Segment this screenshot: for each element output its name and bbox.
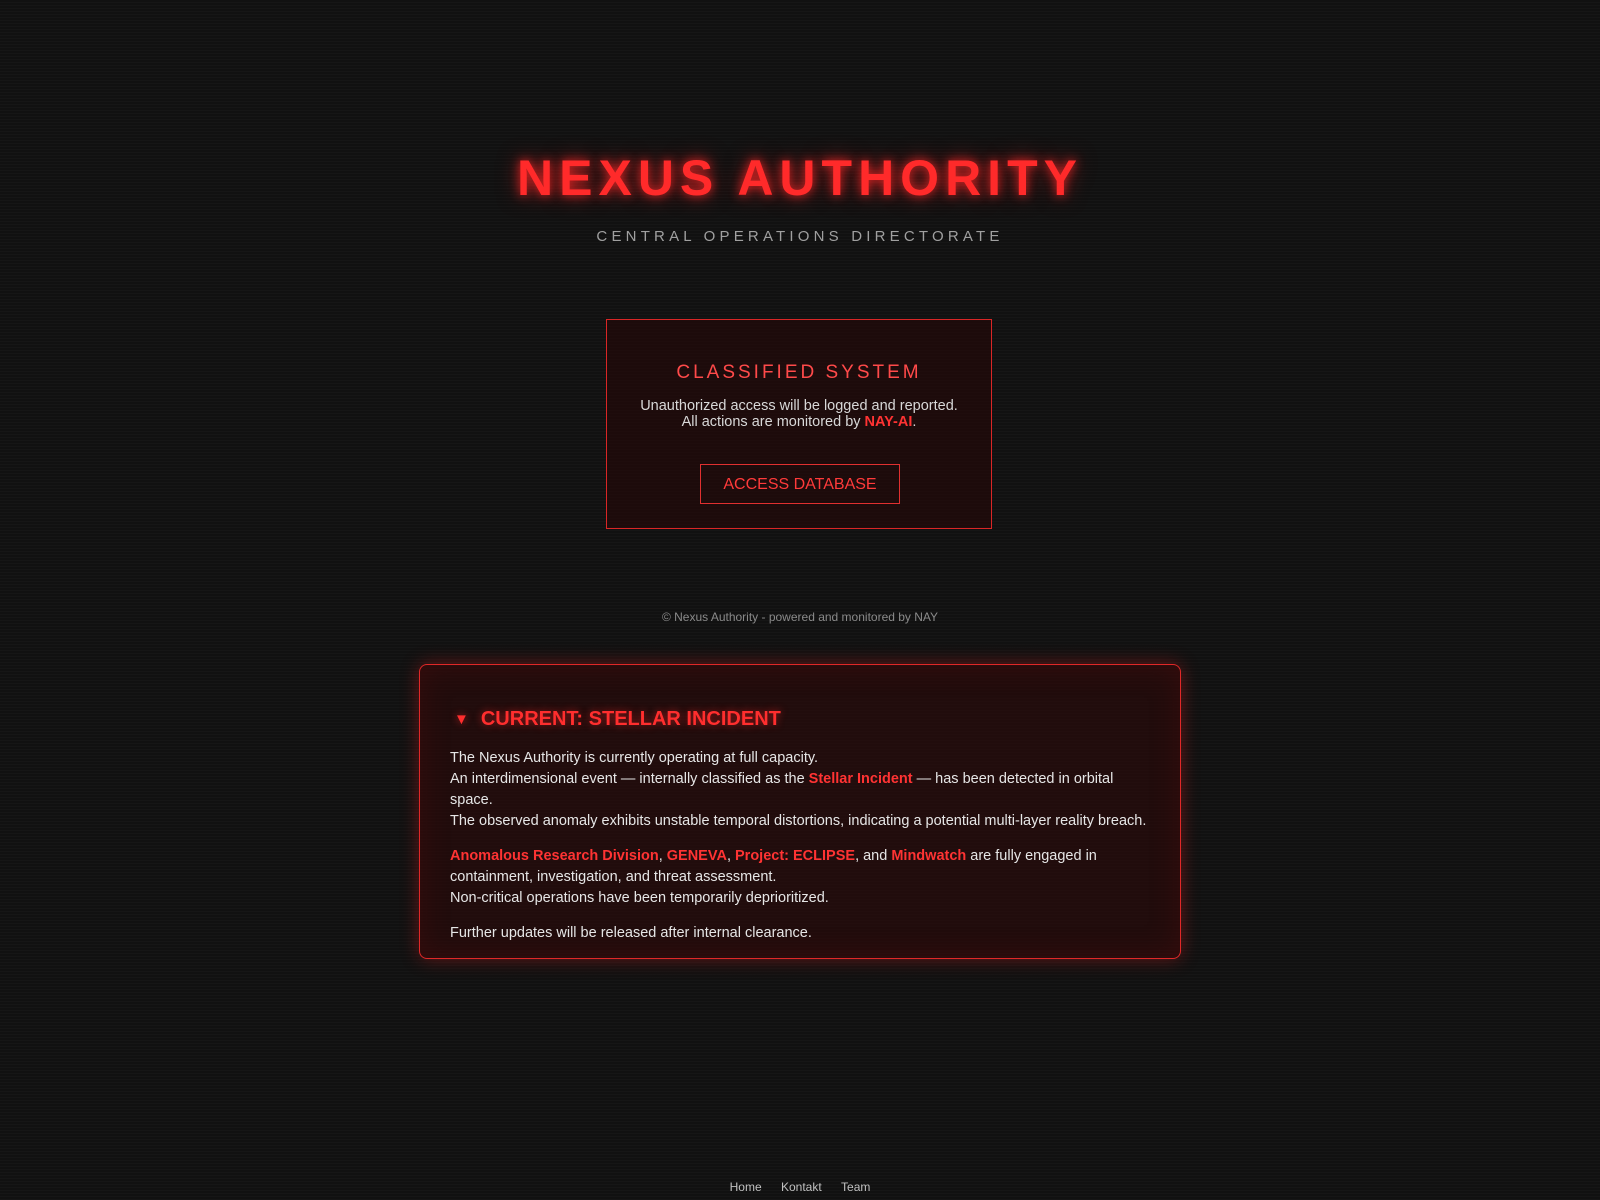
footer-link-team[interactable]: Team bbox=[841, 1180, 871, 1194]
footer-nav bbox=[0, 1180, 1600, 1194]
p1-line-1: The Nexus Authority is currently operating at full capacity. bbox=[450, 750, 819, 766]
stellar-incident-highlight: Stellar Incident bbox=[808, 771, 913, 787]
footer-link-home[interactable]: Home bbox=[729, 1180, 762, 1194]
classified-warning bbox=[607, 398, 991, 430]
incident-card bbox=[419, 664, 1181, 959]
access-database-button[interactable]: ACCESS DATABASE bbox=[700, 464, 900, 504]
p2-sep-3: , and bbox=[855, 848, 892, 864]
p2-line-2: Non-critical operations have been temporarily deprioritized. bbox=[450, 890, 829, 906]
org-project-eclipse: Project: ECLIPSE bbox=[735, 848, 856, 864]
p1-line-3: The observed anomaly exhibits unstable temporal distortions, indicating a potential multi-layer reality breach. bbox=[450, 813, 1147, 829]
p2-sep-2: , bbox=[726, 848, 735, 864]
warning-line-2-prefix: All actions are monitored by bbox=[681, 414, 865, 430]
incident-heading bbox=[454, 707, 781, 732]
classified-login-box bbox=[606, 319, 992, 529]
incident-paragraph-3: Further updates will be released after internal clearance. bbox=[450, 925, 812, 941]
footer-link-kontakt[interactable]: Kontakt bbox=[780, 1180, 822, 1194]
org-anomalous-research: Anomalous Research Division bbox=[450, 848, 659, 864]
warning-line-2-suffix: . bbox=[912, 414, 917, 430]
incident-body bbox=[450, 748, 1150, 958]
p2-sep-1: , bbox=[658, 848, 667, 864]
site-subtitle: CENTRAL OPERATIONS DIRECTORATE bbox=[596, 228, 1004, 245]
classified-title: CLASSIFIED SYSTEM bbox=[676, 362, 922, 383]
nay-ai-highlight: NAY-AI bbox=[864, 414, 913, 430]
warning-line-1: Unauthorized access will be logged and reported. bbox=[640, 398, 958, 414]
triangle-down-icon: ▼ bbox=[454, 711, 469, 728]
copyright-notice: © Nexus Authority - powered and monitored by NAY bbox=[661, 610, 939, 624]
incident-paragraph-1 bbox=[450, 748, 1150, 832]
org-geneva: GENEVA bbox=[666, 848, 727, 864]
site-title: NEXUS AUTHORITY bbox=[517, 150, 1083, 206]
p1-line-2-suffix: — has been detected in orbital space. bbox=[450, 771, 1114, 808]
incident-paragraph-2 bbox=[450, 846, 1150, 909]
p2-suffix: are fully engaged in containment, investigation, and threat assessment. bbox=[450, 848, 1097, 885]
p1-line-2-prefix: An interdimensional event — internally classified as the bbox=[450, 771, 809, 787]
incident-heading-text: CURRENT: STELLAR INCIDENT bbox=[480, 708, 781, 730]
org-mindwatch: Mindwatch bbox=[891, 848, 967, 864]
